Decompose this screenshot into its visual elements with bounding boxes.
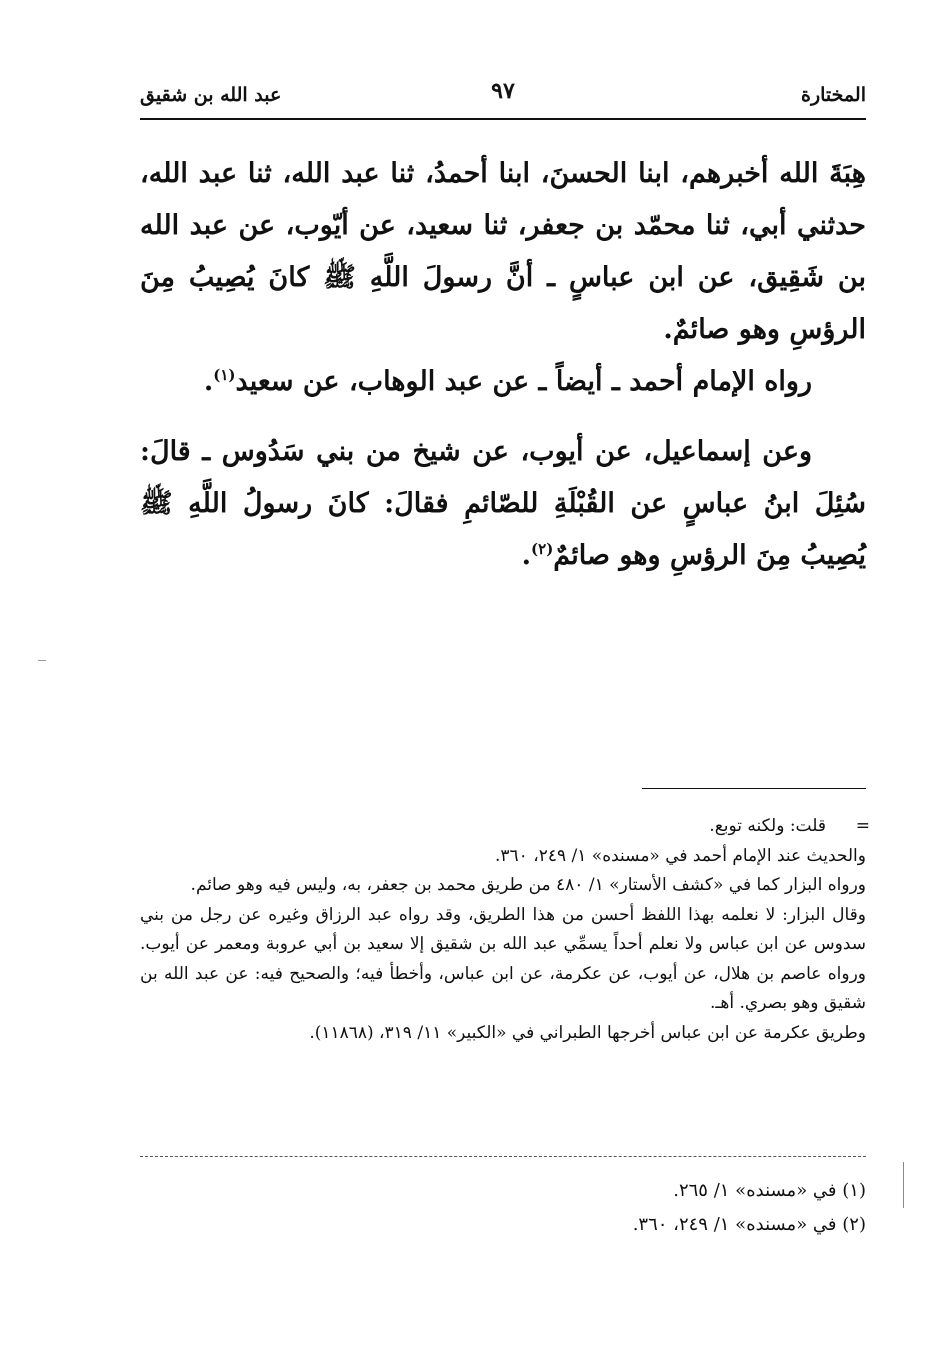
paragraph-2-text: رواه الإمام أحمد ـ أيضاً ـ عن عبد الوهاب، عن سعيد	[235, 366, 812, 397]
margin-line	[903, 1162, 904, 1208]
notes-separator	[642, 788, 866, 789]
page-number: ٩٧	[491, 78, 515, 104]
note-line: قلت: ولكنه توبع.	[709, 816, 826, 836]
running-header	[140, 78, 866, 112]
footnotes	[140, 1174, 866, 1242]
note-line: والحديث عند الإمام أحمد في «مسنده» ١/ ٢٤٩، ٣٦٠.	[495, 845, 866, 866]
hadith-paragraph-1: هِبَةَ الله أخبرهم، ابنا الحسنَ، ابنا أحمدُ، ثنا عبد الله، ثنا عبد الله، حدثني أبي، ثنا محمّد بن جعفر، ثنا سعيد، عن أيّوب، عن عبد الله بن شَقِيق، عن ابن عباسٍ ـ أنَّ رسولَ اللَّهِ ﷺ كانَ يُصِيبُ مِنَ الرؤسِ وهو صائمٌ.	[140, 158, 866, 345]
footnote-2: (٢) في «مسنده» ١/ ٢٤٩، ٣٦٠.	[632, 1214, 866, 1235]
footnote-1: (١) في «مسنده» ١/ ٢٦٥.	[673, 1180, 866, 1201]
book-title: المختارة	[801, 84, 866, 106]
footnote-ref-2[interactable]: (٢)	[531, 540, 554, 558]
continuation-mark: =	[855, 816, 870, 836]
footnote-ref-1[interactable]: (١)	[213, 366, 236, 384]
main-text	[140, 148, 866, 582]
note-line: ورواه البزار كما في «كشف الأستار» ١/ ٤٨٠ من طريق محمد بن جعفر، به، وليس فيه وهو صائم.	[190, 875, 866, 895]
scan-mark	[38, 660, 46, 661]
hadith-paragraph-3	[140, 426, 866, 582]
chapter-title: عبد الله بن شقيق	[140, 84, 282, 106]
paragraph-2-end: .	[203, 366, 214, 397]
header-rule	[140, 118, 866, 120]
note-line: وقال البزار: لا نعلمه بهذا اللفظ أحسن من هذا الطريق، وقد رواه عبد الرزاق وغيره عن رجل من بني سدوس عن ابن عباس ولا نعلم أحداً يسمِّي عبد الله بن شقيق إلا سعيد بن أبي عروبة ومعمر عن أيوب. ورواه عاصم بن هلال، عن أيوب، عن عكرمة، عن ابن عباس، وأخطأ فيه؛ والصحيح فيه: عن عبد الله بن شقيق وهو بصري. أهـ.	[140, 904, 866, 1013]
hadith-paragraph-2	[140, 356, 866, 408]
commentary-notes	[140, 812, 870, 1048]
paragraph-3-text: وعن إسماعيل، عن أيوب، عن شيخ من بني سَدُوس ـ قالَ: سُئِلَ ابنُ عباسٍ عن القُبْلَةِ للصّائمِ فقالَ: كانَ رسولُ اللَّهِ ﷺ يُصِيبُ مِنَ الرؤسِ وهو صائمٌ	[140, 436, 866, 571]
note-line: وطريق عكرمة عن ابن عباس أخرجها الطبراني في «الكبير» ١١/ ٣١٩، (١١٨٦٨).	[309, 1022, 866, 1043]
paragraph-3-end: .	[521, 540, 532, 571]
footnotes-separator	[140, 1156, 866, 1157]
